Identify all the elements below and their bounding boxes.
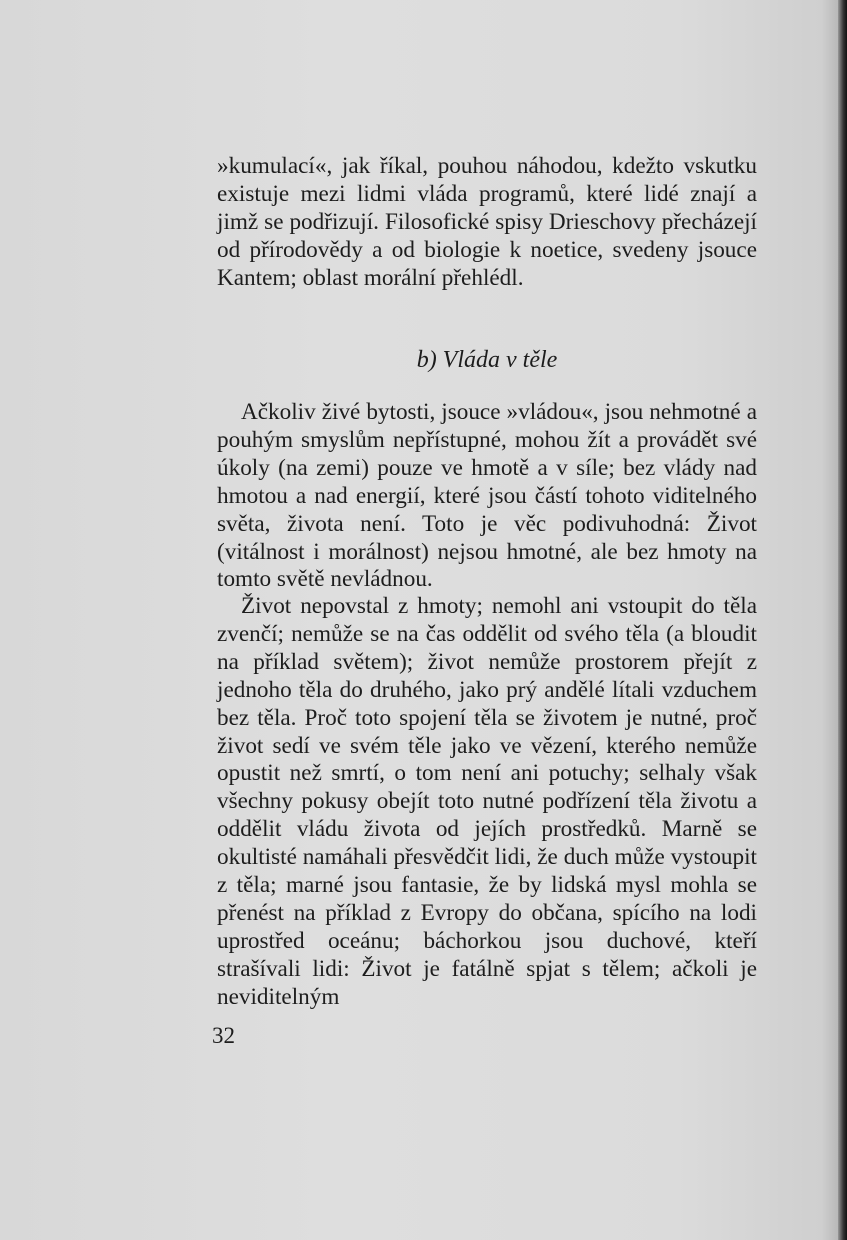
section-heading: b) Vláda v těle [416, 347, 558, 373]
paragraph-3 [217, 593, 757, 1012]
paragraph-1 [217, 153, 757, 293]
page-number: 32 [212, 1023, 235, 1048]
paragraph-3-text: Život nepovstal z hmoty; nemohl ani vstoupit do těla zvenčí; nemůže se na čas oddělit od svého těla (a bloudit na příklad světem); život nemůže prostorem přejít z jednoho těla do druhého, jako prý andělé lítali vzduchem bez těla. Proč toto spojení těla se životem je nutné, proč život sedí ve svém těle jako ve vězení, kterého nemůže opustit než smrtí, o tom není ani potuchy; selhaly však všechny pokusy obejít toto nutné podřízení těla životu a oddělit vládu života od jejích prostředků. Marně se okultisté namáhali přesvědčit lidi, že duch může vystoupit z těla; marné jsou fantasie, že by lidská mysl mohla se přenést na příklad z Evropy do občana, spícího na lodi uprostřed oceánu; báchorkou jsou duchové, kteří strašívali lidi: Život je fatálně spjat s tělem; ačkoli je neviditelným [217, 593, 757, 1010]
paragraph-2 [217, 399, 757, 594]
paragraph-2-text: Ačkoliv živé bytosti, jsouce »vládou«, jsou nehmotné a pouhým smyslům nepřístupné, mohou žít a provádět své úkoly (na zemi) pouze ve hmotě a v síle; bez vlády nad hmotou a nad energií, které jsou částí tohoto viditelného světa, života není. Toto je věc podivuhodná: Život (vitálnost i morálnost) nejsou hmotné, ale bez hmoty na tomto světě nevládnou. [217, 399, 757, 593]
page-edge-shadow [838, 0, 847, 1240]
paragraph-1-text: »kumulací«, jak říkal, pouhou náhodou, kdežto vskutku existuje mezi lidmi vláda programů, které lidé znají a jimž se podřizují. Filosofické spisy Drieschovy přecházejí od přírodovědy a od biologie k noetice, svedeny jsouce Kantem; oblast morální přehlédl. [217, 153, 757, 291]
